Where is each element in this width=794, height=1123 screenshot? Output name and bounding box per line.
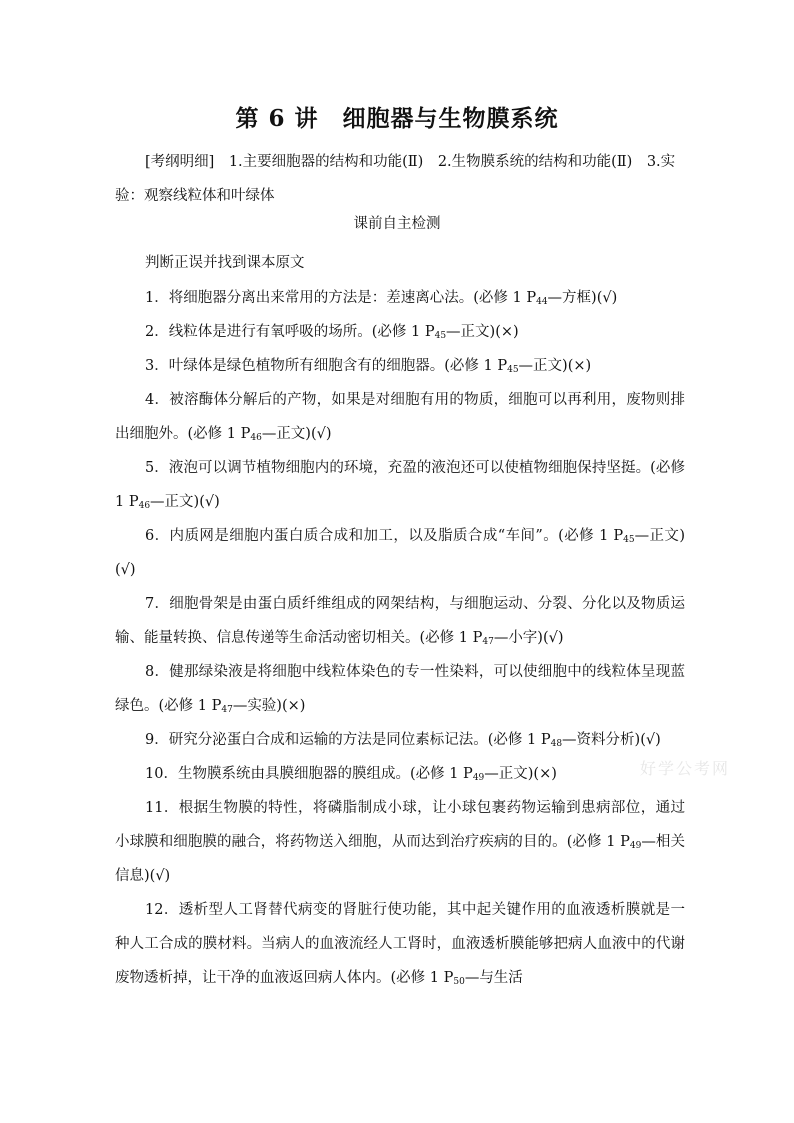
watermark: 好学公考网 [640, 759, 731, 778]
list-item: 6．内质网是细胞内蛋白质合成和加工，以及脂质合成“车间”。(必修 1 $P_{45}—$正文)(√) [115, 528, 685, 578]
list-item: 4．被溶酶体分解后的产物，如果是对细胞有用的物质，细胞可以再利用，废物则排出细胞外。(必修 1 $P_{46}—$正文)(√) [115, 392, 685, 443]
list-item: 11．根据生物膜的特性，将磷脂制成小球，让小球包裹药物运输到患病部位，通过小球膜和细胞膜的融合，将药物送入细胞，从而达到治疗疾病的目的。(必修 1 $P_{49}—$相关信息)(√) [115, 800, 686, 884]
section-intro: 判断正误并找到课本原文 [145, 255, 305, 271]
page-title: 第 6 讲 细胞器与生物膜系统 [235, 105, 559, 132]
list-item: 7．细胞骨架是由蛋白质纤维组成的网架结构，与细胞运动、分裂、分化以及物质运输、能量转换、信息传递等生命活动密切相关。(必修 1 $P_{47}—$小字)(√) [115, 596, 685, 647]
list-item: 5．液泡可以调节植物细胞内的环境，充盈的液泡还可以使植物细胞保持坚挺。(必修 1 $P_{46}—$正文)(√) [115, 460, 685, 511]
section-title: 课前自主检测 [353, 216, 441, 232]
list-item: 9．研究分泌蛋白合成和运输的方法是同位素标记法。(必修 1 $P_{48}—$资料分析)(√) [145, 732, 661, 749]
question-list [115, 281, 685, 995]
list-item: 12．透析型人工肾替代病变的肾脏行使功能，其中起关键作用的血液透析膜就是一种人工合成的膜材料。当病人的血液流经人工肾时，血液透析膜能够把病人血液中的代谢废物透析掉，让干净的血液返回病人体内。(必修 1 $P_{50}—$与生活 [115, 902, 685, 987]
list-item: 3．叶绿体是绿色植物所有细胞含有的细胞器。(必修 1 $P_{45}—$正文)(×) [145, 358, 592, 375]
syllabus-outline: [考纲明细] 1.主要细胞器的结构和功能(Ⅱ) 2.生物膜系统的结构和功能(Ⅱ) 3.实验：观察线粒体和叶绿体 [115, 154, 676, 204]
list-item: 1．将细胞器分离出来常用的方法是：差速离心法。(必修 1 $P_{44}—$方框)(√) [145, 290, 618, 307]
list-item: 10．生物膜系统由具膜细胞器的膜组成。(必修 1 $P_{49}—$正文)(×) [145, 766, 557, 783]
list-item: 8．健那绿染液是将细胞中线粒体染色的专一性染料，可以使细胞中的线粒体呈现蓝绿色。(必修 1 $P_{47}—$实验)(×) [115, 664, 685, 715]
list-item: 2．线粒体是进行有氧呼吸的场所。(必修 1 $P_{45}—$正文)(×) [145, 324, 519, 341]
